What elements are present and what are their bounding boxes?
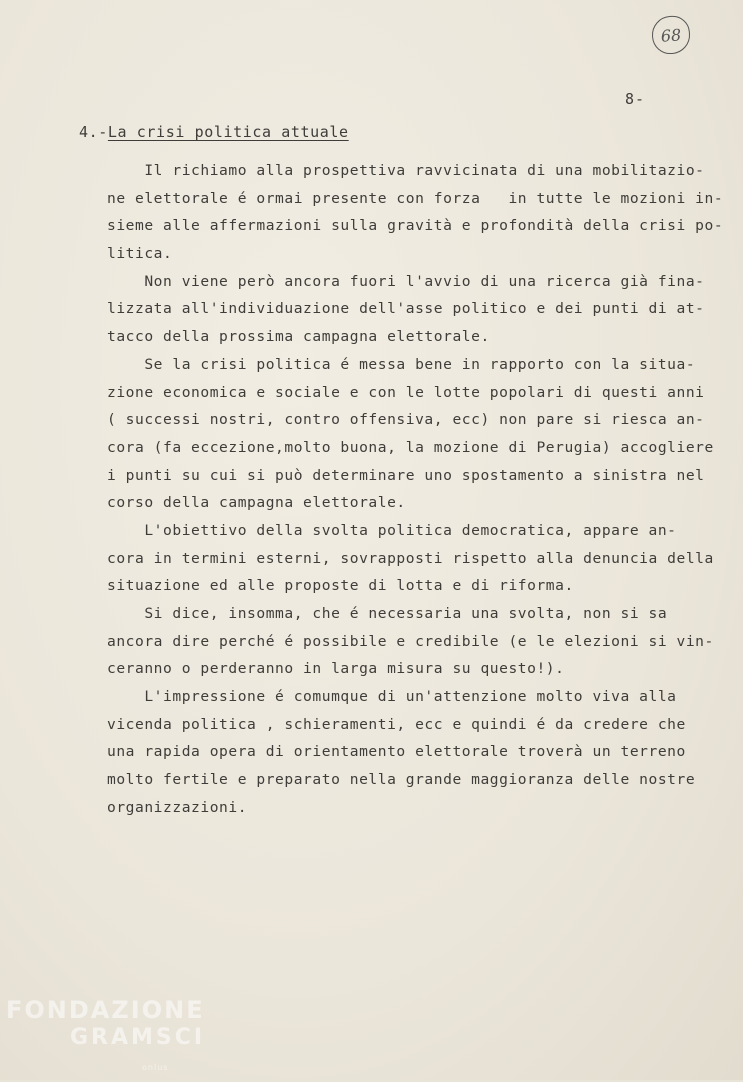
text-line: Se la crisi politica é messa bene in rapporto con la situa- <box>107 355 696 373</box>
watermark-line-2: GRAMSCI <box>70 1025 206 1050</box>
text-line: L'obiettivo della svolta politica democratica, appare an- <box>107 521 677 539</box>
text-line: ceranno o perderanno in larga misura su questo!). <box>107 660 565 678</box>
foundation-watermark <box>6 996 206 1072</box>
watermark-line-1: FONDAZIONE <box>6 996 205 1024</box>
handwritten-page-mark: 68 <box>651 15 692 56</box>
text-line: sieme alle affermazioni sulla gravità e profondità della crisi po- <box>107 217 724 235</box>
text-line: Non viene però ancora fuori l'avvio di una ricerca già fina- <box>107 272 705 290</box>
text-line: organizzazioni. <box>107 798 248 816</box>
text-line: lizzata all'individuazione dell'asse politico e dei punti di at- <box>107 300 705 318</box>
page-number: 8- <box>625 90 646 108</box>
text-line: situazione ed alle proposte di lotta e di riforma. <box>107 577 574 595</box>
section-title: La crisi politica attuale <box>107 123 349 141</box>
text-line: molto fertile e preparato nella grande maggioranza delle nostre <box>107 771 696 789</box>
text-line: ancora dire perché é possibile e credibile (e le elezioni si vin- <box>107 632 714 650</box>
body-text <box>107 157 724 822</box>
text-line: ( successi nostri, contro offensiva, ecc) non pare si riesca an- <box>107 411 705 429</box>
text-line: zione economica e sociale e con le lotte popolari di questi anni <box>107 383 705 401</box>
text-line: tacco della prossima campagna elettorale. <box>107 328 490 346</box>
text-line: Si dice, insomma, che é necessaria una svolta, non si sa <box>107 605 668 622</box>
text-line: ne elettorale é ormai presente con forza in tutte le mozioni in- <box>107 189 724 207</box>
text-line: L'impressione é comumque di un'attenzione molto viva alla <box>107 688 677 706</box>
section-number: 4.- <box>79 123 108 141</box>
text-line: una rapida opera di orientamento elettorale troverà un terreno <box>107 743 686 761</box>
text-line: vicenda politica , schieramenti, ecc e quindi é da credere che <box>107 715 686 733</box>
text-line: litica. <box>107 245 173 263</box>
text-line: i punti su cui si può determinare uno spostamento a sinistra nel <box>107 466 705 484</box>
text-line: Il richiamo alla prospettiva ravvicinata di una mobilitazio- <box>107 162 705 179</box>
text-line: cora (fa eccezione,molto buona, la mozione di Perugia) accogliere <box>107 438 714 456</box>
text-line: cora in termini esterni, sovrapposti rispetto alla denuncia della <box>107 549 714 567</box>
section-heading <box>79 123 349 141</box>
watermark-line-3: onlus <box>142 1063 169 1072</box>
text-line: corso della campagna elettorale. <box>107 494 406 512</box>
